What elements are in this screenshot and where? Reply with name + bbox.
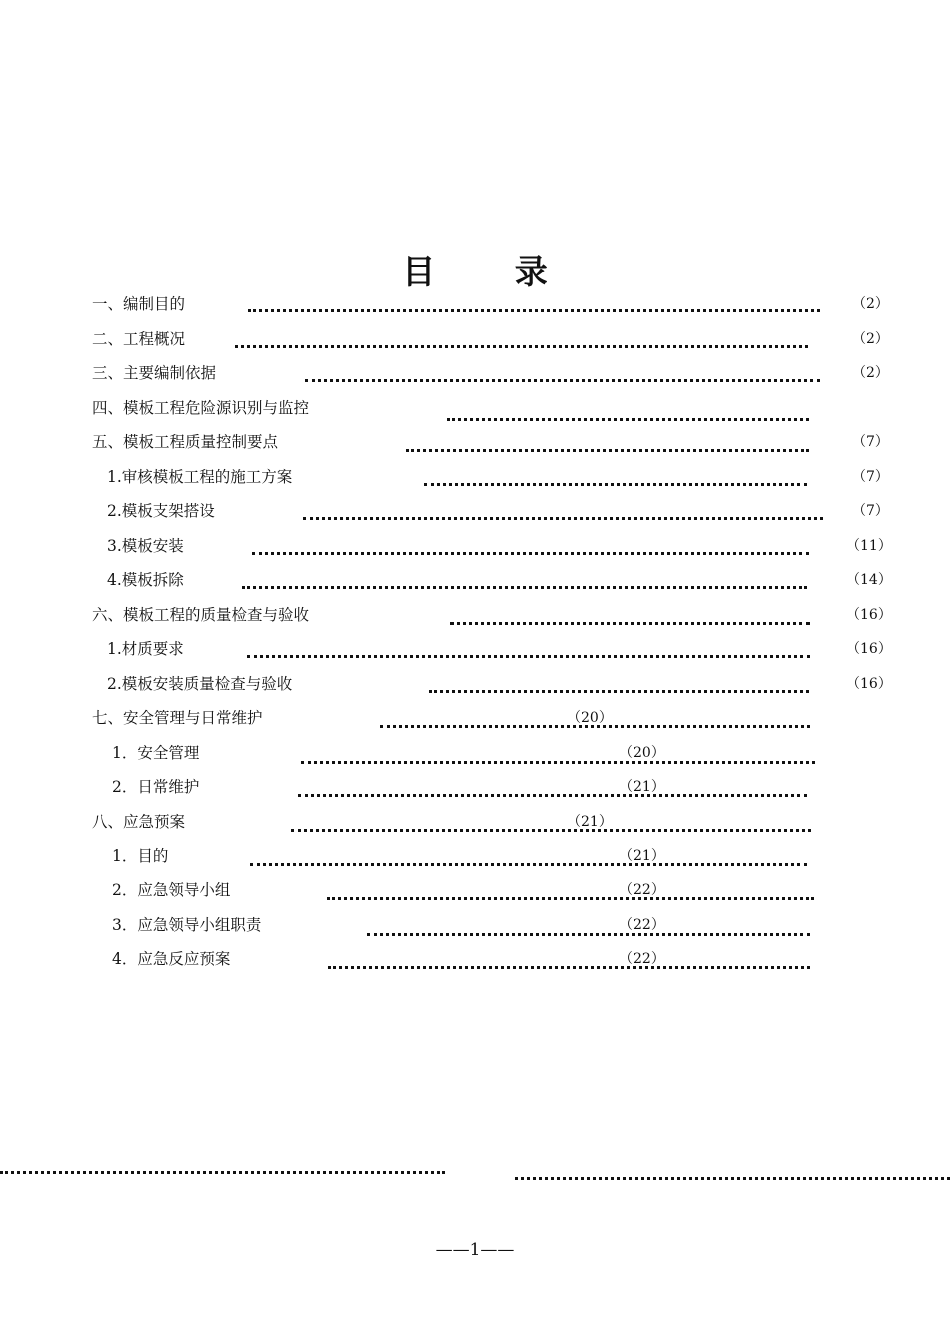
toc-entry-label: 七、安全管理与日常维护	[92, 709, 263, 727]
toc-entry-page: （2）	[852, 296, 889, 312]
toc-leader-dots	[367, 933, 810, 936]
toc-entry-label: 1．安全管理	[112, 744, 200, 762]
toc-entry[interactable]	[0, 847, 950, 873]
toc-entry-page: （21）	[619, 779, 665, 795]
toc-entry-page: （2）	[852, 365, 889, 381]
toc-entry-label: 2.模板安装质量检查与验收	[107, 675, 293, 693]
toc-entry-label: 2．应急领导小组	[112, 881, 231, 899]
toc-entry-page: （7）	[852, 469, 889, 485]
toc-entry-label: 4．应急反应预案	[112, 950, 231, 968]
toc-entry-page: （20）	[619, 745, 665, 761]
toc-entry-page: （16）	[846, 641, 892, 657]
toc-entry-label: 2.模板支架搭设	[107, 502, 215, 520]
toc-entry[interactable]	[0, 433, 950, 459]
toc-entry-page: （11）	[846, 538, 892, 554]
page-number: ——1——	[435, 1240, 515, 1260]
toc-leader-dots	[429, 690, 809, 693]
toc-entry[interactable]	[0, 502, 950, 528]
toc-entry[interactable]	[0, 675, 950, 701]
toc-entry[interactable]	[0, 950, 950, 976]
toc-leader-dots	[298, 794, 807, 797]
toc-leader-dots	[291, 829, 811, 832]
toc-entry-page: （16）	[846, 676, 892, 692]
toc-entry[interactable]	[0, 295, 950, 321]
toc-entry[interactable]	[0, 813, 950, 839]
toc-entry-page: （14）	[846, 572, 892, 588]
toc-entry-label: 3．应急领导小组职责	[112, 916, 262, 934]
toc-entry-page: （21）	[619, 848, 665, 864]
toc-entry-label: 1.材质要求	[107, 640, 184, 658]
toc-entry-label: 八、应急预案	[92, 813, 186, 831]
toc-entry[interactable]	[0, 537, 950, 563]
toc-entry-label: 三、主要编制依据	[92, 364, 217, 382]
toc-leader-dots	[303, 517, 823, 520]
toc-entry-label: 四、模板工程危险源识别与监控	[92, 399, 310, 417]
toc-entry[interactable]	[0, 778, 950, 804]
toc-entry-page: （22）	[619, 882, 665, 898]
toc-entry-label: 一、编制目的	[92, 295, 186, 313]
toc-entry-label: 1．目的	[112, 847, 169, 865]
toc-entry-page: （20）	[567, 710, 613, 726]
toc-entry[interactable]	[0, 330, 950, 356]
toc-entry-page: （7）	[852, 503, 889, 519]
toc-leader-dots	[447, 418, 809, 421]
toc-leader-dots	[242, 586, 807, 589]
toc-entry[interactable]	[0, 468, 950, 494]
leader-dots-bottom-left	[0, 1171, 445, 1174]
toc-entry-label: 五、模板工程质量控制要点	[92, 433, 279, 451]
toc-entry[interactable]	[0, 709, 950, 735]
toc-leader-dots	[235, 345, 808, 348]
toc-entry-label: 4.模板拆除	[107, 571, 184, 589]
toc-entry[interactable]	[0, 640, 950, 666]
toc-entry[interactable]	[0, 399, 950, 425]
toc-leader-dots	[301, 761, 815, 764]
toc-leader-dots	[248, 309, 820, 312]
toc-entry-page: （21）	[567, 814, 613, 830]
toc-entry-label: 二、工程概况	[92, 330, 186, 348]
toc-entry[interactable]	[0, 744, 950, 770]
toc-entry-page: （22）	[619, 951, 665, 967]
toc-leader-dots	[327, 897, 814, 900]
toc-entry[interactable]	[0, 916, 950, 942]
toc-leader-dots	[450, 622, 810, 625]
toc-entry-page: （22）	[619, 917, 665, 933]
toc-entry-label: 1.审核模板工程的施工方案	[107, 468, 293, 486]
toc-entry[interactable]	[0, 881, 950, 907]
toc-leader-dots	[250, 863, 807, 866]
toc-entry-label: 六、模板工程的质量检查与验收	[92, 606, 310, 624]
toc-entry-page: （2）	[852, 331, 889, 347]
toc-leader-dots	[406, 449, 809, 452]
toc-leader-dots	[328, 966, 810, 969]
toc-entry-label: 3.模板安装	[107, 537, 184, 555]
toc-entry[interactable]	[0, 571, 950, 597]
toc-title: 目 录	[402, 252, 582, 291]
toc-entry-label: 2．日常维护	[112, 778, 200, 796]
toc-entry[interactable]	[0, 364, 950, 390]
toc-leader-dots	[305, 379, 820, 382]
toc-entry-page: （16）	[846, 607, 892, 623]
leader-dots-bottom-right	[515, 1177, 950, 1180]
toc-entry-page: （7）	[852, 434, 889, 450]
toc-leader-dots	[247, 655, 810, 658]
toc-leader-dots	[424, 483, 807, 486]
toc-entry[interactable]	[0, 606, 950, 632]
toc-leader-dots	[252, 552, 809, 555]
